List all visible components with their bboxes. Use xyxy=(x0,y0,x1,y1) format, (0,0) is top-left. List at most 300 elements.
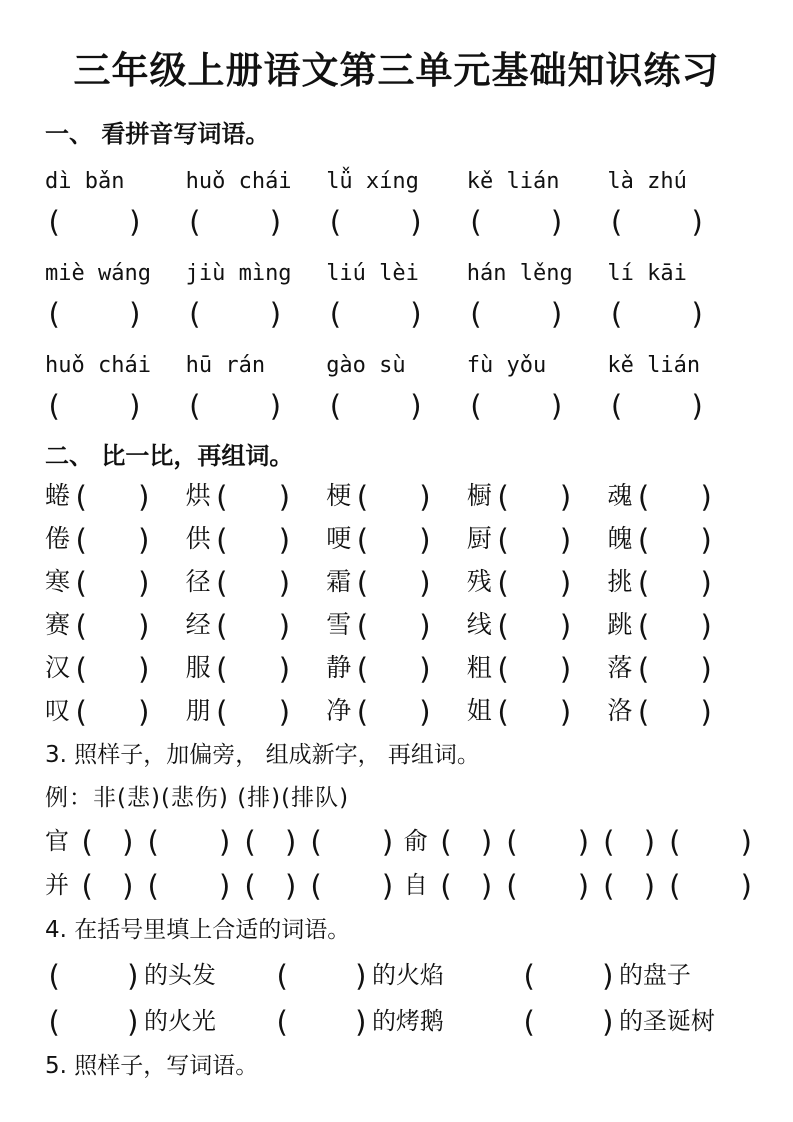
paren-close-icon: ) xyxy=(697,609,716,643)
pinyin-item xyxy=(45,257,186,334)
compare-char: 挑 xyxy=(607,567,633,596)
paren-open-icon: ( xyxy=(634,609,652,643)
paren-open-icon: ( xyxy=(143,825,162,859)
section4-heading: 4. 在括号里填上合适的词语。 xyxy=(45,917,351,943)
blank-space xyxy=(62,1028,124,1029)
blank-space xyxy=(230,546,276,547)
pinyin-word: fù yǒu xyxy=(466,353,547,378)
radical-base-char: 官 xyxy=(45,827,69,855)
paren-close-icon: ) xyxy=(416,480,435,514)
paren-open-icon: ( xyxy=(45,297,63,331)
pinyin-item xyxy=(45,165,186,242)
radical-row xyxy=(45,825,756,859)
blank-space xyxy=(89,503,135,504)
pinyin-word: gào sù xyxy=(326,353,406,378)
compare-item xyxy=(45,696,186,727)
compare-char: 洛 xyxy=(607,696,633,725)
compare-row xyxy=(45,610,748,641)
pinyin-word: kě lián xyxy=(466,169,560,194)
blank-space xyxy=(62,982,124,983)
blank-space xyxy=(652,632,698,633)
answer-blank xyxy=(45,388,186,426)
answer-blank xyxy=(212,566,294,600)
section3-heading: 3. 照样子，加偏旁， 组成新字， 再组词。 xyxy=(45,742,480,768)
paren-open-icon: ( xyxy=(353,523,371,557)
paren-close-icon: ) xyxy=(575,825,593,859)
blank-space xyxy=(520,892,575,893)
blank-space xyxy=(511,718,557,719)
section3-example: 例：非(悲)(悲伤) (排)(排队) xyxy=(45,785,350,811)
compare-char: 哽 xyxy=(326,524,352,553)
answer-blank xyxy=(72,609,153,643)
answer-blank-newchar xyxy=(240,825,300,859)
compare-item xyxy=(607,481,748,512)
blank-space xyxy=(484,320,548,321)
answer-blank xyxy=(212,695,294,729)
blank-space xyxy=(625,412,689,413)
answer-blank-newchar xyxy=(599,869,659,903)
radical-item xyxy=(404,825,763,858)
paren-open-icon: ( xyxy=(212,609,231,643)
compare-char: 魂 xyxy=(607,481,633,510)
compare-item xyxy=(467,524,608,555)
blank-space xyxy=(371,718,417,719)
blank-space xyxy=(371,675,417,676)
paren-close-icon: ) xyxy=(124,1005,142,1039)
compare-item xyxy=(326,696,467,727)
compare-item xyxy=(607,696,748,727)
blank-space xyxy=(625,320,689,321)
answer-blank xyxy=(493,566,575,600)
pinyin-word: miè wáng xyxy=(45,261,151,286)
compare-row xyxy=(45,653,748,684)
answer-blank xyxy=(493,609,575,643)
answer-blank xyxy=(45,204,186,242)
paren-close-icon: ) xyxy=(276,652,294,686)
blank-space xyxy=(511,632,557,633)
paren-open-icon: ( xyxy=(353,480,371,514)
compare-char: 供 xyxy=(185,524,211,553)
paren-close-icon: ) xyxy=(599,959,617,993)
answer-blank xyxy=(273,959,370,993)
answer-blank xyxy=(212,523,294,557)
paren-close-icon: ) xyxy=(135,652,153,686)
paren-close-icon: ) xyxy=(416,566,435,600)
paren-open-icon: ( xyxy=(634,695,652,729)
blank-space xyxy=(652,546,698,547)
paren-close-icon: ) xyxy=(282,869,300,903)
answer-blank xyxy=(326,204,467,242)
paren-open-icon: ( xyxy=(143,869,162,903)
compare-char: 残 xyxy=(466,567,492,596)
blank-space xyxy=(324,848,379,849)
answer-blank xyxy=(520,959,617,993)
paren-open-icon: ( xyxy=(185,297,204,331)
blank-space xyxy=(617,848,641,849)
blank-space xyxy=(230,503,276,504)
page-title: 三年级上册语文第三单元基础知识练习 xyxy=(73,49,720,92)
compare-char: 朋 xyxy=(185,696,211,725)
blank-space xyxy=(652,589,698,590)
blank-space xyxy=(290,982,352,983)
compare-item xyxy=(607,567,748,598)
compare-char: 蜷 xyxy=(45,481,71,510)
blank-space xyxy=(344,228,408,229)
paren-close-icon: ) xyxy=(688,205,707,239)
paren-open-icon: ( xyxy=(493,566,512,600)
answer-blank-newchar xyxy=(436,869,496,903)
compare-char: 净 xyxy=(326,696,352,725)
paren-open-icon: ( xyxy=(520,1005,538,1039)
paren-open-icon: ( xyxy=(493,609,512,643)
paren-open-icon: ( xyxy=(520,959,538,993)
pinyin-row xyxy=(45,349,748,426)
paren-close-icon: ) xyxy=(124,959,142,993)
paren-close-icon: ) xyxy=(282,825,300,859)
paren-close-icon: ) xyxy=(548,389,566,423)
fill-label: 的圣诞树 xyxy=(618,1007,715,1035)
compare-item xyxy=(326,610,467,641)
pinyin-word: hū rán xyxy=(185,353,266,378)
pinyin-word: dì bǎn xyxy=(45,169,125,194)
answer-blank xyxy=(353,523,435,557)
compare-char: 倦 xyxy=(45,524,71,553)
answer-blank-word xyxy=(143,869,234,903)
paren-open-icon: ( xyxy=(353,566,371,600)
paren-close-icon: ) xyxy=(267,389,285,423)
paren-close-icon: ) xyxy=(407,389,426,423)
answer-blank xyxy=(467,388,608,426)
paren-open-icon: ( xyxy=(78,869,96,903)
answer-blank xyxy=(634,695,716,729)
blank-space xyxy=(203,228,267,229)
fill-item xyxy=(45,959,273,992)
paren-open-icon: ( xyxy=(306,825,325,859)
paren-open-icon: ( xyxy=(353,695,371,729)
paren-open-icon: ( xyxy=(240,869,259,903)
paren-close-icon: ) xyxy=(276,609,294,643)
compare-char: 厨 xyxy=(466,524,492,553)
blank-space xyxy=(95,848,119,849)
fill-label: 的火光 xyxy=(143,1007,216,1035)
compare-char: 寒 xyxy=(45,567,71,596)
paren-close-icon: ) xyxy=(478,825,496,859)
paren-close-icon: ) xyxy=(276,480,294,514)
blank-space xyxy=(89,589,135,590)
radical-base-char: 自 xyxy=(403,871,428,899)
pinyin-word: là zhú xyxy=(607,169,687,194)
compare-item xyxy=(186,696,327,727)
paren-open-icon: ( xyxy=(599,869,618,903)
blank-space xyxy=(290,1028,352,1029)
paren-close-icon: ) xyxy=(478,869,496,903)
paren-open-icon: ( xyxy=(212,523,231,557)
answer-blank-word xyxy=(665,869,756,903)
paren-close-icon: ) xyxy=(575,869,593,903)
answer-blank-newchar xyxy=(599,825,659,859)
blank-space xyxy=(652,718,698,719)
paren-open-icon: ( xyxy=(273,1005,291,1039)
blank-space xyxy=(511,503,557,504)
answer-blank xyxy=(353,695,435,729)
compare-char: 落 xyxy=(607,653,633,682)
paren-open-icon: ( xyxy=(72,652,90,686)
answer-blank xyxy=(326,388,467,426)
blank-space xyxy=(537,982,599,983)
answer-blank-word xyxy=(502,869,593,903)
compare-item xyxy=(45,567,186,598)
blank-space xyxy=(652,503,698,504)
blank-space xyxy=(484,228,548,229)
blank-space xyxy=(537,1028,599,1029)
answer-blank xyxy=(353,609,435,643)
pinyin-item xyxy=(186,165,327,242)
blank-space xyxy=(683,892,738,893)
answer-blank xyxy=(72,523,153,557)
paren-close-icon: ) xyxy=(697,566,716,600)
pinyin-item xyxy=(467,257,608,334)
radical-row xyxy=(45,869,756,903)
blank-space xyxy=(625,228,689,229)
paren-open-icon: ( xyxy=(502,825,521,859)
compare-row xyxy=(45,481,748,512)
paren-open-icon: ( xyxy=(607,205,625,239)
answer-blank xyxy=(634,523,716,557)
paren-close-icon: ) xyxy=(557,480,575,514)
blank-space xyxy=(324,892,379,893)
compare-char: 赛 xyxy=(45,610,71,639)
radical-item xyxy=(45,825,404,858)
paren-close-icon: ) xyxy=(557,695,575,729)
compare-item xyxy=(186,481,327,512)
paren-open-icon: ( xyxy=(212,695,231,729)
paren-close-icon: ) xyxy=(352,959,370,993)
compare-char: 线 xyxy=(466,610,492,639)
paren-open-icon: ( xyxy=(634,523,652,557)
paren-open-icon: ( xyxy=(273,959,291,993)
blank-space xyxy=(511,675,557,676)
fill-label: 的头发 xyxy=(143,961,216,989)
paren-open-icon: ( xyxy=(493,652,512,686)
answer-blank-newchar xyxy=(78,825,137,859)
fill-item xyxy=(273,1005,520,1038)
compare-item xyxy=(186,567,327,598)
paren-close-icon: ) xyxy=(599,1005,617,1039)
compare-item xyxy=(186,524,327,555)
blank-space xyxy=(203,412,267,413)
blank-space xyxy=(344,320,408,321)
paren-open-icon: ( xyxy=(326,389,344,423)
paren-close-icon: ) xyxy=(416,523,435,557)
paren-close-icon: ) xyxy=(276,523,294,557)
compare-char: 静 xyxy=(326,653,352,682)
paren-open-icon: ( xyxy=(72,609,90,643)
paren-open-icon: ( xyxy=(212,566,231,600)
answer-blank xyxy=(634,652,716,686)
compare-item xyxy=(607,610,748,641)
paren-close-icon: ) xyxy=(276,566,294,600)
compare-item xyxy=(45,610,186,641)
paren-open-icon: ( xyxy=(72,523,90,557)
paren-close-icon: ) xyxy=(276,695,294,729)
paren-close-icon: ) xyxy=(557,652,575,686)
paren-close-icon: ) xyxy=(135,695,153,729)
paren-open-icon: ( xyxy=(326,205,344,239)
compare-item xyxy=(326,567,467,598)
paren-close-icon: ) xyxy=(119,825,137,859)
compare-item xyxy=(326,524,467,555)
paren-close-icon: ) xyxy=(697,480,716,514)
pinyin-item xyxy=(326,349,467,426)
pinyin-item xyxy=(186,349,327,426)
compare-item xyxy=(467,481,608,512)
compare-item xyxy=(186,653,327,684)
answer-blank-word xyxy=(665,825,756,859)
paren-close-icon: ) xyxy=(216,825,234,859)
paren-close-icon: ) xyxy=(641,869,659,903)
paren-close-icon: ) xyxy=(126,389,144,423)
blank-space xyxy=(161,892,216,893)
fill-label: 的烤鹅 xyxy=(371,1007,444,1035)
blank-space xyxy=(62,320,126,321)
paren-open-icon: ( xyxy=(634,652,652,686)
paren-close-icon: ) xyxy=(548,297,566,331)
section2-heading: 二、 比一比，再组词。 xyxy=(45,442,294,470)
answer-blank xyxy=(493,480,575,514)
compare-char: 烘 xyxy=(185,481,211,510)
compare-item xyxy=(45,524,186,555)
answer-blank xyxy=(634,480,716,514)
paren-close-icon: ) xyxy=(407,205,426,239)
paren-open-icon: ( xyxy=(493,695,512,729)
compare-char: 梗 xyxy=(326,481,352,510)
pinyin-item xyxy=(607,257,748,334)
answer-blank xyxy=(72,652,153,686)
answer-blank xyxy=(634,566,716,600)
pinyin-word: huǒ chái xyxy=(45,353,151,378)
paren-open-icon: ( xyxy=(326,297,344,331)
paren-open-icon: ( xyxy=(185,205,204,239)
compare-item xyxy=(45,653,186,684)
blank-space xyxy=(371,546,417,547)
answer-blank xyxy=(326,296,467,334)
answer-blank xyxy=(45,1005,142,1039)
paren-open-icon: ( xyxy=(185,389,204,423)
paren-close-icon: ) xyxy=(135,566,153,600)
blank-space xyxy=(230,675,276,676)
compare-item xyxy=(467,567,608,598)
paren-close-icon: ) xyxy=(688,297,707,331)
paren-open-icon: ( xyxy=(240,825,259,859)
compare-row xyxy=(45,567,748,598)
pinyin-word: jiù mìng xyxy=(185,261,292,286)
paren-open-icon: ( xyxy=(72,480,90,514)
paren-close-icon: ) xyxy=(126,297,144,331)
compare-item xyxy=(186,610,327,641)
answer-blank xyxy=(273,1005,370,1039)
pinyin-item xyxy=(467,349,608,426)
blank-space xyxy=(258,848,282,849)
paren-open-icon: ( xyxy=(607,389,625,423)
blank-space xyxy=(511,589,557,590)
compare-char: 径 xyxy=(185,567,211,596)
compare-item xyxy=(467,653,608,684)
fill-item xyxy=(520,959,748,992)
compare-char: 姐 xyxy=(466,696,492,725)
paren-open-icon: ( xyxy=(634,480,652,514)
blank-space xyxy=(371,589,417,590)
paren-open-icon: ( xyxy=(466,389,485,423)
paren-close-icon: ) xyxy=(379,825,397,859)
pinyin-word: liú lèi xyxy=(326,261,419,286)
paren-close-icon: ) xyxy=(697,523,716,557)
paren-open-icon: ( xyxy=(466,205,485,239)
pinyin-item xyxy=(607,349,748,426)
paren-close-icon: ) xyxy=(548,205,566,239)
paren-open-icon: ( xyxy=(212,652,231,686)
answer-blank xyxy=(45,959,142,993)
paren-open-icon: ( xyxy=(353,652,371,686)
pinyin-row xyxy=(45,257,748,334)
compare-char: 叹 xyxy=(45,696,71,725)
answer-blank-newchar xyxy=(78,869,137,903)
fill-label: 的火焰 xyxy=(371,961,444,989)
compare-row xyxy=(45,524,748,555)
answer-blank-newchar xyxy=(436,825,496,859)
compare-item xyxy=(467,696,608,727)
pinyin-word: huǒ chái xyxy=(185,169,292,194)
paren-open-icon: ( xyxy=(45,959,63,993)
paren-close-icon: ) xyxy=(119,869,137,903)
radical-base-char: 并 xyxy=(45,871,69,899)
blank-space xyxy=(62,228,126,229)
compare-char: 经 xyxy=(185,610,211,639)
paren-close-icon: ) xyxy=(135,480,153,514)
pinyin-item xyxy=(467,165,608,242)
section1-heading: 一、 看拼音写词语。 xyxy=(45,120,270,148)
blank-space xyxy=(89,718,135,719)
paren-close-icon: ) xyxy=(557,566,575,600)
answer-blank xyxy=(186,388,327,426)
answer-blank xyxy=(353,652,435,686)
pinyin-item xyxy=(326,165,467,242)
blank-space xyxy=(89,675,135,676)
pinyin-word: kě lián xyxy=(607,353,701,378)
paren-close-icon: ) xyxy=(416,609,435,643)
answer-blank xyxy=(467,204,608,242)
paren-open-icon: ( xyxy=(493,480,512,514)
paren-open-icon: ( xyxy=(493,523,512,557)
answer-blank xyxy=(72,566,153,600)
paren-open-icon: ( xyxy=(665,825,684,859)
paren-open-icon: ( xyxy=(436,869,455,903)
paren-open-icon: ( xyxy=(466,297,485,331)
answer-blank-word xyxy=(143,825,234,859)
answer-blank xyxy=(212,480,294,514)
blank-space xyxy=(203,320,267,321)
paren-open-icon: ( xyxy=(353,609,371,643)
answer-blank xyxy=(353,480,435,514)
blank-space xyxy=(683,848,738,849)
pinyin-word: hán lěng xyxy=(466,261,573,286)
fill-item xyxy=(520,1005,748,1038)
compare-item xyxy=(326,481,467,512)
paren-close-icon: ) xyxy=(216,869,234,903)
pinyin-word: lǚ xíng xyxy=(326,169,419,194)
paren-close-icon: ) xyxy=(738,825,756,859)
paren-open-icon: ( xyxy=(607,297,625,331)
paren-open-icon: ( xyxy=(212,480,231,514)
